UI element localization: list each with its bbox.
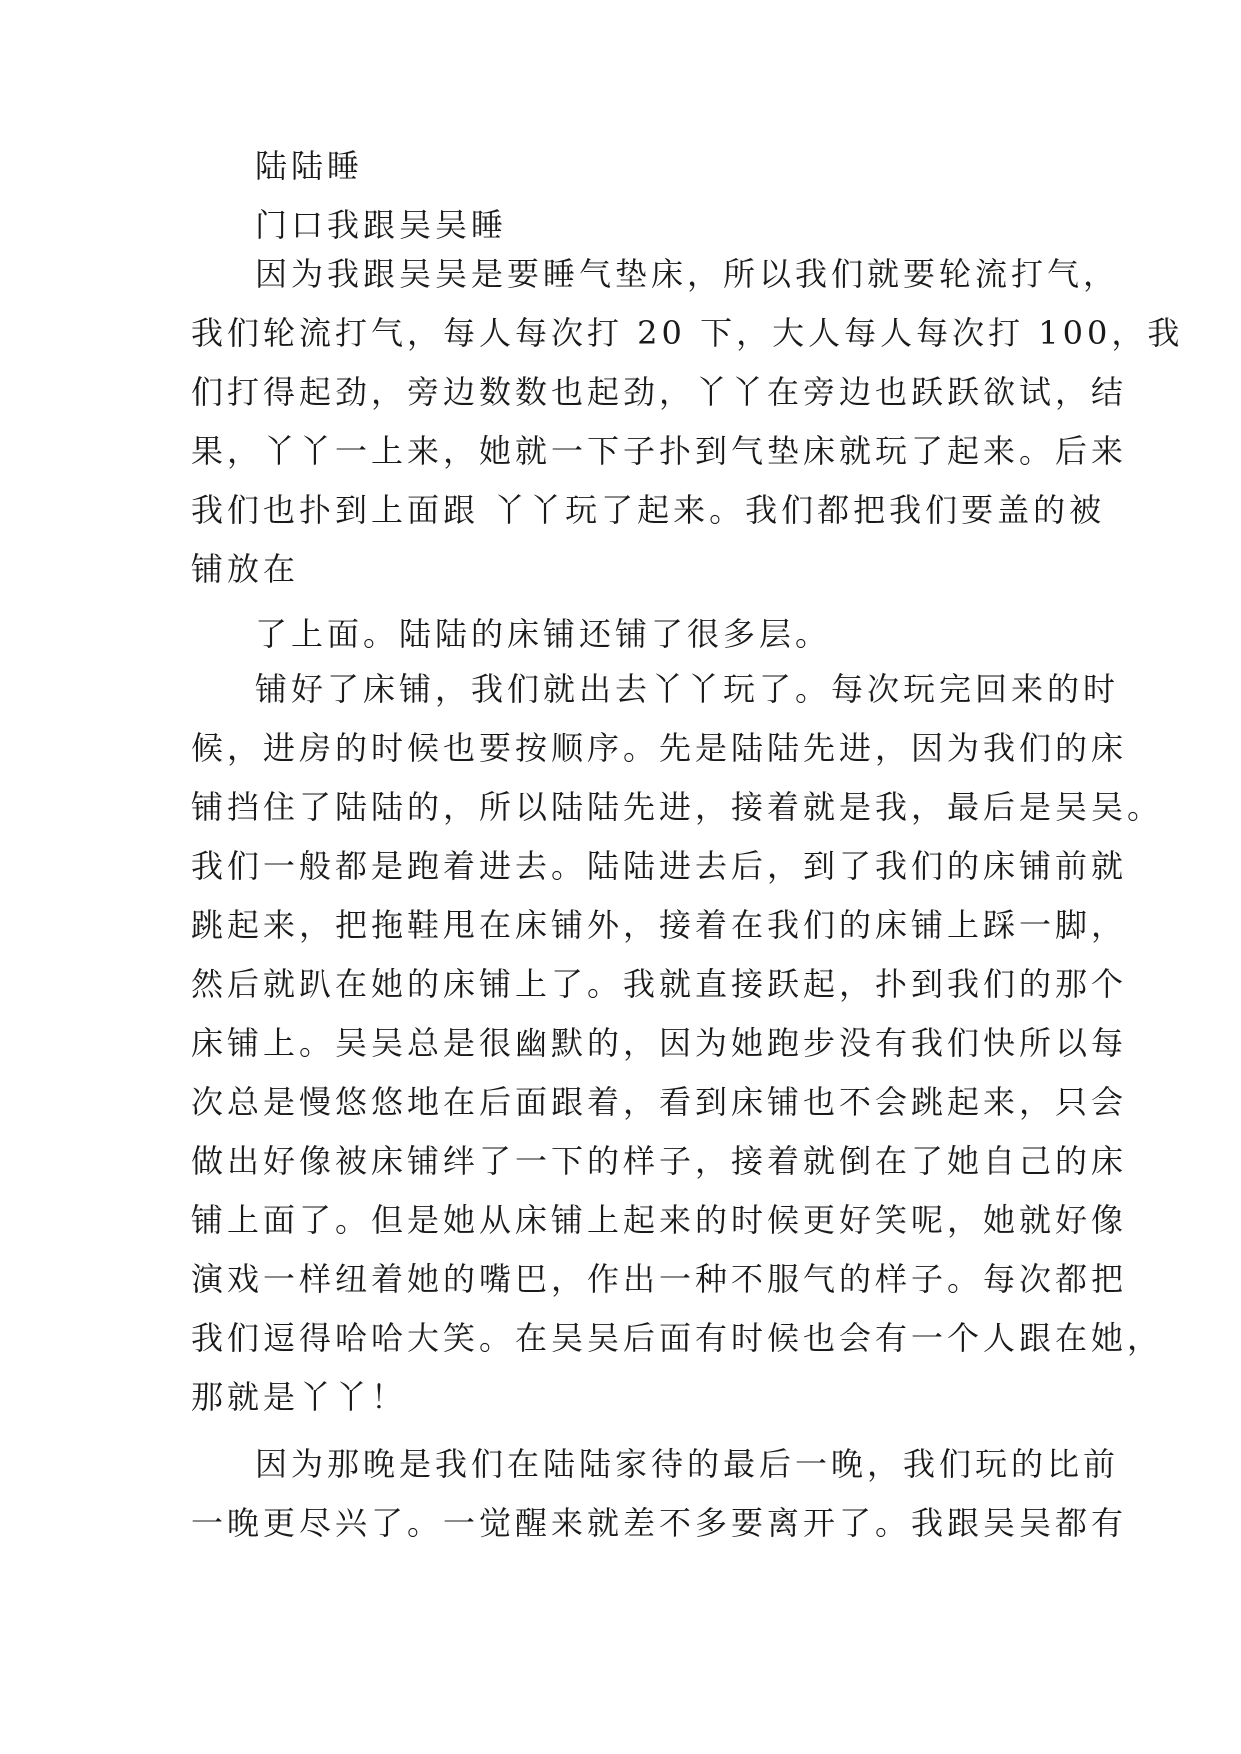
text-line: 了上面。陆陆的床铺还铺了很多层。 — [255, 615, 832, 653]
text-line: 我们轮流打气，每人每次打 20 下，大人每人每次打 100，我 — [191, 314, 1184, 352]
paragraph-1 — [191, 245, 1184, 599]
text-line: 一晚更尽兴了。一觉醒来就差不多要离开了。我跟吴吴都有 — [191, 1504, 1128, 1542]
text-line: 们打得起劲，旁边数数也起劲，丫丫在旁边也跃跃欲试，结 — [191, 373, 1128, 411]
text-line: 候，进房的时候也要按顺序。先是陆陆先进，因为我们的床 — [191, 729, 1128, 767]
text-line: 我们也扑到上面跟 丫丫玩了起来。我们都把我们要盖的被 — [191, 491, 1106, 529]
text-line: 果，丫丫一上来，她就一下子扑到气垫床就玩了起来。后来 — [191, 432, 1128, 470]
text-line: 演戏一样纽着她的嘴巴，作出一种不服气的样子。每次都把 — [191, 1260, 1128, 1298]
paragraph-2 — [191, 605, 1071, 664]
text-line: 跳起来，把拖鞋甩在床铺外，接着在我们的床铺上踩一脚， — [191, 906, 1128, 944]
text-line: 我们逗得哈哈大笑。在吴吴后面有时候也会有一个人跟在她， — [191, 1319, 1164, 1357]
text-line: 因为那晚是我们在陆陆家待的最后一晚，我们玩的比前 — [255, 1445, 1120, 1483]
text-line: 床铺上。吴吴总是很幽默的，因为她跑步没有我们快所以每 — [191, 1024, 1128, 1062]
text-line: 铺挡住了陆陆的，所以陆陆先进，接着就是我，最后是吴吴。 — [191, 788, 1164, 826]
text-line: 陆陆睡 — [255, 147, 364, 185]
text-line: 然后就趴在她的床铺上了。我就直接跃起，扑到我们的那个 — [191, 965, 1128, 1003]
text-line: 那就是丫丫！ — [191, 1378, 408, 1416]
text-line: 我们一般都是跑着进去。陆陆进去后，到了我们的床铺前就 — [191, 847, 1128, 885]
text-line: 铺上面了。但是她从床铺上起来的时候更好笑呢，她就好像 — [191, 1201, 1128, 1239]
text-line: 做出好像被床铺绊了一下的样子，接着就倒在了她自己的床 — [191, 1142, 1128, 1180]
paragraph-4 — [191, 1435, 1128, 1553]
text-line: 次总是慢悠悠地在后面跟着，看到床铺也不会跳起来，只会 — [191, 1083, 1128, 1121]
intro-lines — [191, 137, 1071, 255]
paragraph-3 — [191, 660, 1164, 1427]
text-line: 铺放在 — [191, 550, 300, 588]
text-line: 因为我跟吴吴是要睡气垫床，所以我们就要轮流打气， — [255, 255, 1120, 293]
text-line: 铺好了床铺，我们就出去丫丫玩了。每次玩完回来的时 — [255, 670, 1120, 708]
text-line: 门口我跟吴吴睡 — [255, 206, 508, 244]
